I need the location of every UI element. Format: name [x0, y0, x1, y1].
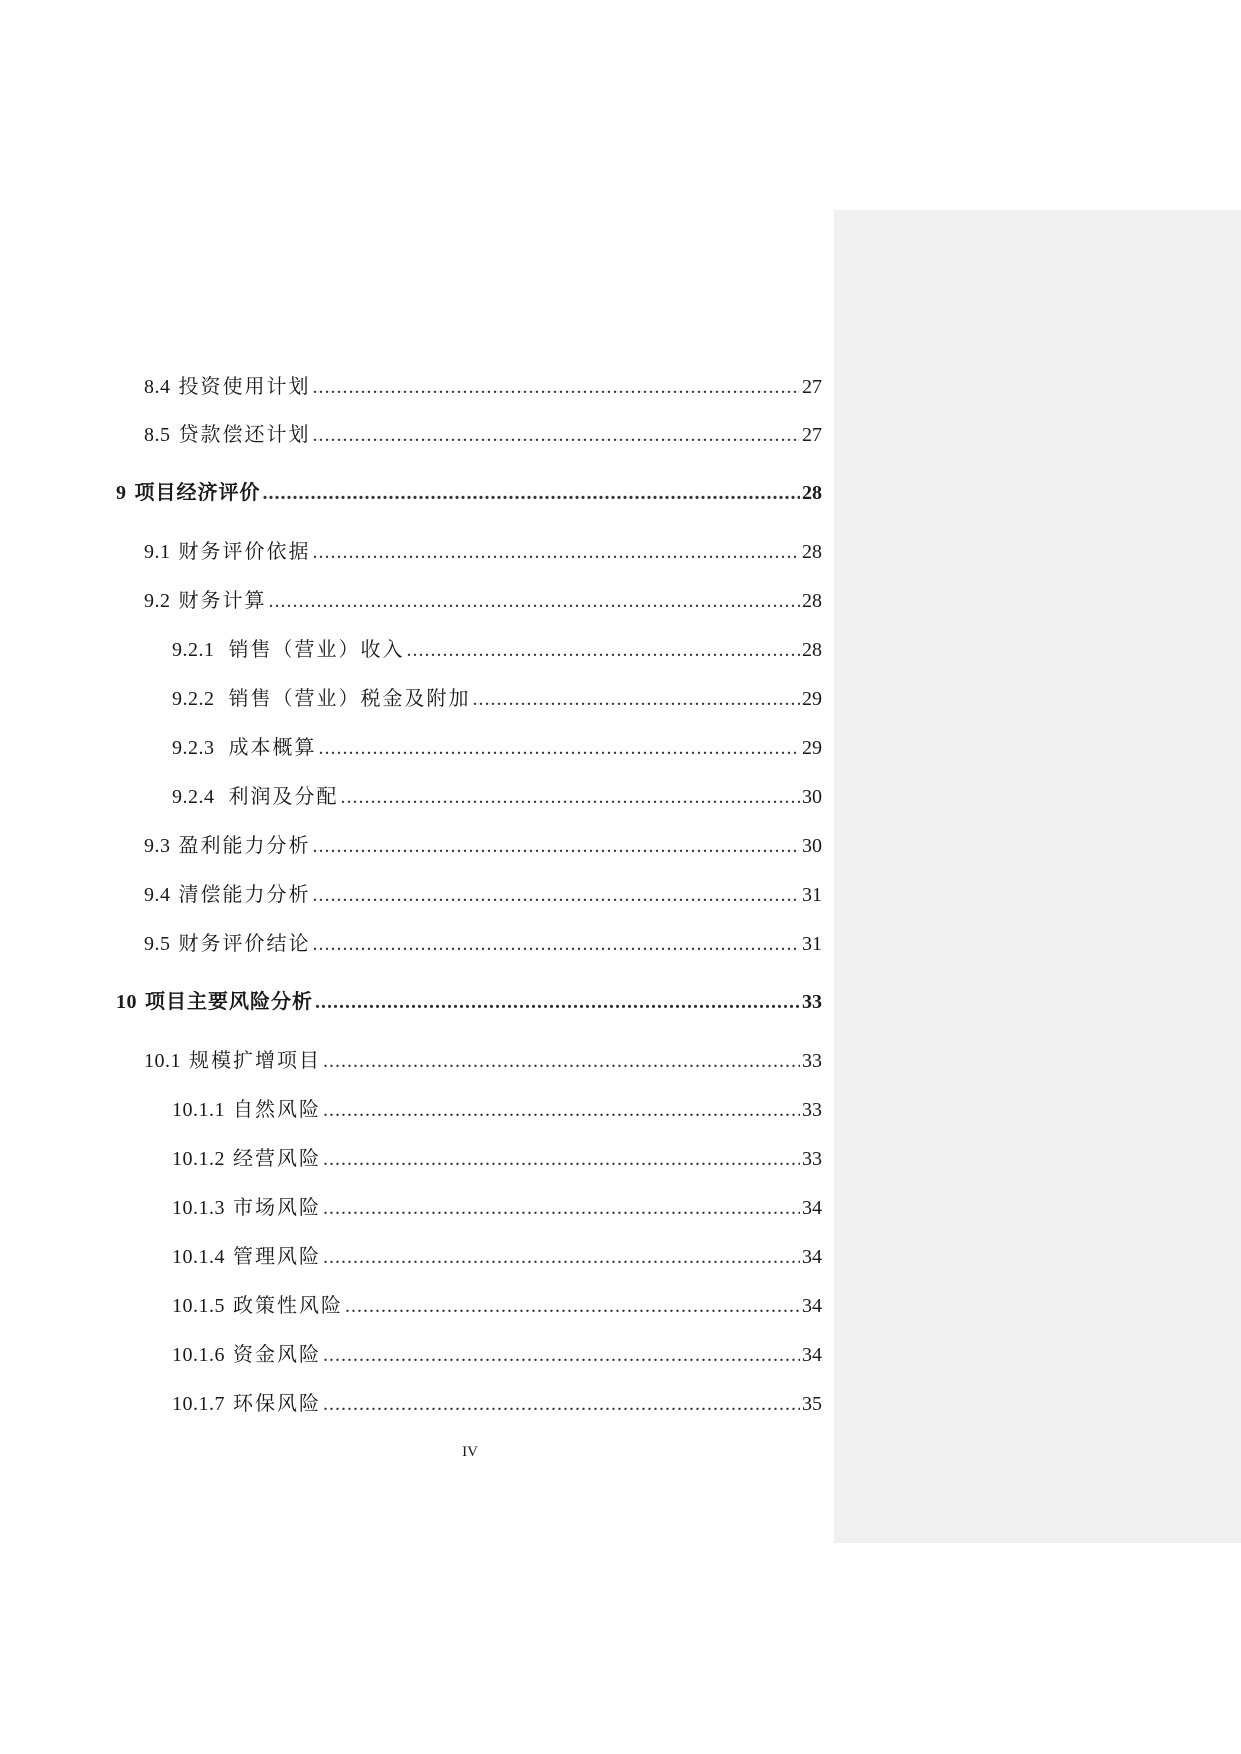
toc-entry-page: 31 — [802, 933, 822, 955]
toc-leader-dots — [473, 687, 801, 711]
toc-entry-page: 28 — [802, 639, 822, 661]
toc-leader-dots — [341, 785, 801, 809]
toc-entry-10-1-3[interactable] — [172, 1196, 822, 1220]
toc-leader-dots — [313, 834, 801, 858]
toc-entry-10-1-5[interactable] — [172, 1294, 822, 1318]
toc-leader-dots — [323, 1147, 800, 1171]
page-number: IV — [462, 1444, 478, 1460]
toc-leader-dots — [407, 638, 801, 662]
toc-entry-10-1-4[interactable] — [172, 1245, 822, 1269]
toc-entry-page: 34 — [802, 1344, 822, 1366]
toc-entry-number: 8.4 — [144, 376, 171, 398]
toc-entry-8-5[interactable] — [144, 423, 822, 447]
toc-entry-9-2-2[interactable] — [172, 687, 822, 711]
toc-leader-dots — [315, 990, 800, 1014]
toc-entry-page: 27 — [802, 376, 822, 398]
toc-leader-dots — [313, 423, 801, 447]
toc-entry-title: 政策性风险 — [233, 1295, 343, 1317]
toc-entry-title: 清偿能力分析 — [178, 884, 311, 906]
toc-entry-9-1[interactable] — [144, 540, 822, 564]
toc-entry-9-3[interactable] — [144, 834, 822, 858]
toc-entry-page: 33 — [802, 1148, 822, 1170]
toc-entry-page: 35 — [802, 1393, 822, 1415]
toc-entry-title: 财务计算 — [178, 590, 267, 612]
toc-entry-title: 销售（营业）收入 — [228, 639, 405, 661]
toc-entry-number: 10 — [116, 991, 137, 1013]
toc-entry-title: 项目经济评价 — [134, 482, 261, 504]
toc-entry-8-4[interactable] — [144, 375, 822, 399]
toc-entry-number: 10.1.2 — [172, 1148, 225, 1170]
toc-entry-page: 33 — [802, 1099, 822, 1121]
toc-entry-10-1-6[interactable] — [172, 1343, 822, 1367]
toc-entry-title: 销售（营业）税金及附加 — [228, 688, 471, 710]
toc-leader-dots — [323, 1196, 800, 1220]
toc-entry-title: 财务评价结论 — [178, 933, 311, 955]
toc-entry-number: 9.3 — [144, 835, 171, 857]
toc-entry-page: 34 — [802, 1197, 822, 1219]
toc-leader-dots — [323, 1049, 800, 1073]
toc-entry-page: 33 — [802, 1050, 822, 1072]
toc-entry-title: 利润及分配 — [228, 786, 339, 808]
toc-entry-page: 33 — [802, 991, 822, 1013]
toc-leader-dots — [313, 932, 801, 956]
toc-leader-dots — [345, 1294, 800, 1318]
toc-leader-dots — [319, 736, 801, 760]
comment-pane — [834, 210, 1241, 1543]
toc-entry-page: 29 — [802, 688, 822, 710]
toc-leader-dots — [313, 540, 801, 564]
toc-entry-number: 10.1.1 — [172, 1099, 225, 1121]
toc-entry-10[interactable] — [116, 990, 822, 1014]
toc-entry-number: 10.1 — [144, 1050, 181, 1072]
toc-leader-dots — [323, 1392, 800, 1416]
toc-entry-page: 30 — [802, 835, 822, 857]
toc-entry-title: 盈利能力分析 — [178, 835, 311, 857]
toc-entry-10-1-2[interactable] — [172, 1147, 822, 1171]
toc-entry-number: 9.2.1 — [172, 639, 215, 661]
toc-entry-title: 贷款偿还计划 — [178, 424, 311, 446]
toc-entry-10-1-1[interactable] — [172, 1098, 822, 1122]
toc-leader-dots — [323, 1343, 800, 1367]
toc-entry-number: 10.1.5 — [172, 1295, 225, 1317]
toc-leader-dots — [323, 1098, 800, 1122]
toc-entry-title: 环保风险 — [233, 1393, 321, 1415]
toc-entry-9-2-1[interactable] — [172, 638, 822, 662]
toc-entry-number: 9.1 — [144, 541, 171, 563]
toc-entry-title: 投资使用计划 — [178, 376, 311, 398]
toc-entry-page: 34 — [802, 1246, 822, 1268]
toc-entry-page: 31 — [802, 884, 822, 906]
toc-entry-number: 10.1.6 — [172, 1344, 225, 1366]
toc-entry-title: 市场风险 — [233, 1197, 321, 1219]
toc-entry-number: 10.1.3 — [172, 1197, 225, 1219]
toc-entry-page: 28 — [802, 590, 822, 612]
toc-leader-dots — [323, 1245, 800, 1269]
toc-entry-title: 自然风险 — [233, 1099, 321, 1121]
toc-entry-page: 34 — [802, 1295, 822, 1317]
toc-leader-dots — [313, 883, 801, 907]
toc-entry-number: 9.2.2 — [172, 688, 215, 710]
toc-entry-10-1-7[interactable] — [172, 1392, 822, 1416]
toc-entry-number: 8.5 — [144, 424, 171, 446]
toc-entry-9-2-3[interactable] — [172, 736, 822, 760]
toc-entry-number: 9.5 — [144, 933, 171, 955]
toc-entry-page: 30 — [802, 786, 822, 808]
toc-entry-number: 9 — [116, 482, 127, 504]
toc-entry-title: 成本概算 — [228, 737, 317, 759]
toc-entry-number: 10.1.7 — [172, 1393, 225, 1415]
toc-leader-dots — [263, 481, 801, 505]
toc-entry-page: 27 — [802, 424, 822, 446]
toc-entry-9-2[interactable] — [144, 589, 822, 613]
toc-entry-title: 项目主要风险分析 — [145, 991, 313, 1013]
toc-entry-page: 28 — [802, 482, 822, 504]
toc-leader-dots — [313, 375, 801, 399]
toc-entry-number: 9.2.3 — [172, 737, 215, 759]
toc-leader-dots — [269, 589, 801, 613]
toc-entry-title: 规模扩增项目 — [189, 1050, 321, 1072]
toc-entry-9-2-4[interactable] — [172, 785, 822, 809]
toc-entry-title: 管理风险 — [233, 1246, 321, 1268]
toc-entry-title: 资金风险 — [233, 1344, 321, 1366]
toc-entry-9-4[interactable] — [144, 883, 822, 907]
toc-entry-9-5[interactable] — [144, 932, 822, 956]
toc-entry-9[interactable] — [116, 481, 822, 505]
toc-entry-10-1[interactable] — [144, 1049, 822, 1073]
toc-entry-page: 29 — [802, 737, 822, 759]
toc-entry-number: 10.1.4 — [172, 1246, 225, 1268]
toc-entry-page: 28 — [802, 541, 822, 563]
toc-entry-number: 9.2 — [144, 590, 171, 612]
toc-entry-title: 财务评价依据 — [178, 541, 311, 563]
toc-entry-title: 经营风险 — [233, 1148, 321, 1170]
toc-entry-number: 9.4 — [144, 884, 171, 906]
toc-entry-number: 9.2.4 — [172, 786, 215, 808]
